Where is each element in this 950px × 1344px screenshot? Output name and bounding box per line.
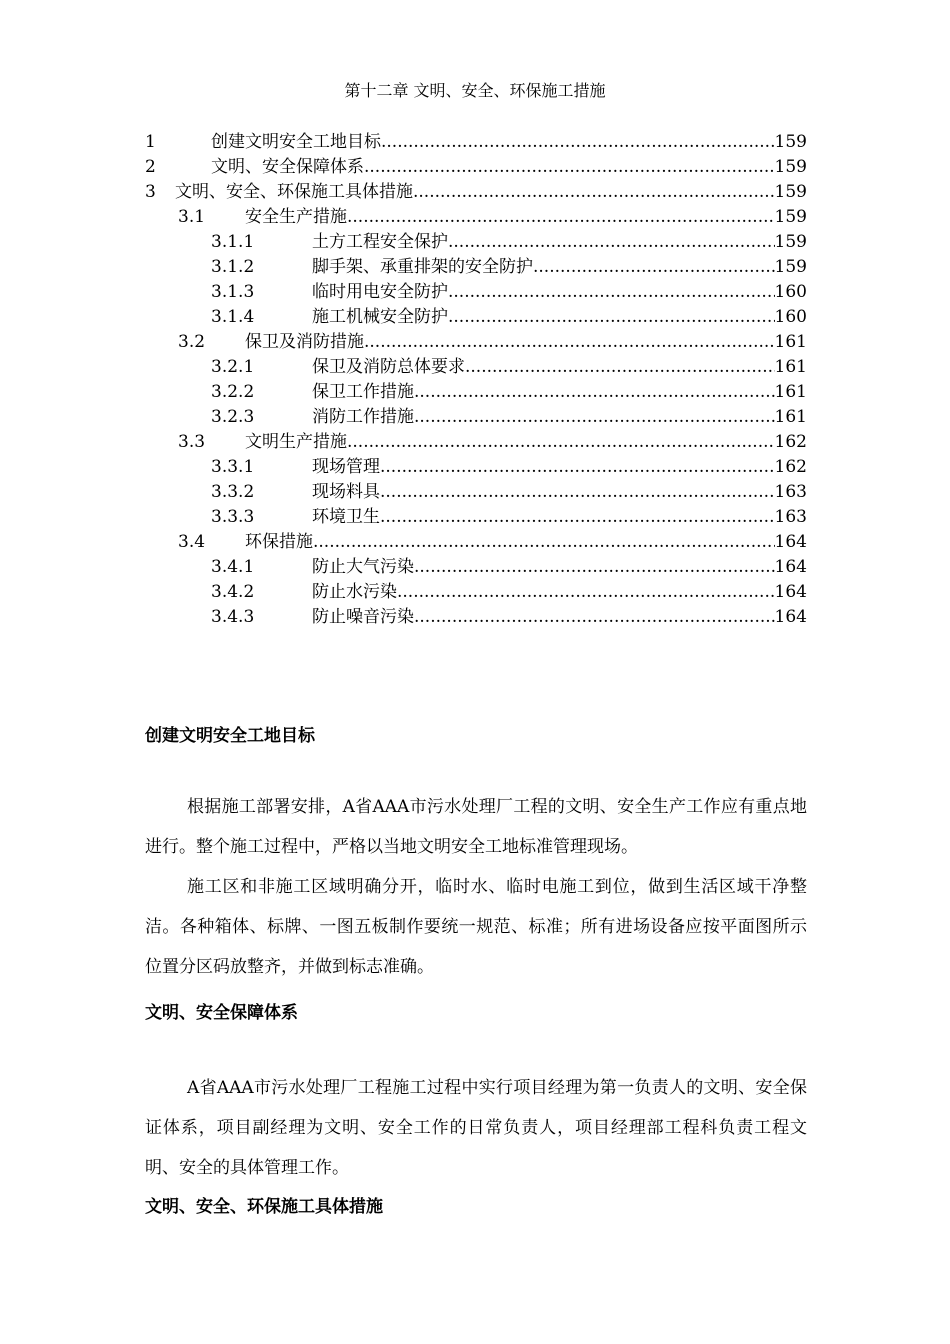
- toc-entry[interactable]: [145, 505, 807, 530]
- toc-entry[interactable]: [145, 205, 807, 230]
- toc-leader: [364, 330, 775, 355]
- toc-leader: [448, 280, 775, 305]
- toc-page: 159: [774, 157, 807, 177]
- toc-number: 3.1.2: [211, 257, 255, 277]
- toc-title: 防止水污染: [312, 582, 397, 602]
- toc-entry[interactable]: [145, 355, 807, 380]
- toc-title: 保卫及消防措施: [245, 332, 364, 352]
- toc-number: 3.4.2: [211, 582, 255, 602]
- toc-page: 159: [774, 207, 807, 227]
- toc-leader: [380, 480, 775, 505]
- toc-title: 文明生产措施: [245, 432, 347, 452]
- toc-leader: [381, 130, 775, 155]
- toc-page: 163: [774, 507, 807, 527]
- section-heading: 文明、安全、环保施工具体措施: [145, 1197, 383, 1217]
- toc-title: 消防工作措施: [312, 407, 414, 427]
- toc-entry[interactable]: [145, 155, 807, 180]
- toc-page: 162: [774, 457, 807, 477]
- toc-leader: [448, 305, 775, 330]
- toc-page: 162: [774, 432, 807, 452]
- toc-title: 临时用电安全防护: [312, 282, 448, 302]
- toc-page: 159: [774, 257, 807, 277]
- toc-title: 保卫及消防总体要求: [312, 357, 465, 377]
- toc-page: 159: [774, 232, 807, 252]
- body-paragraph: 施工区和非施工区域明确分开，临时水、临时电施工到位，做到生活区域干净整洁。各种箱体、标牌、一图五板制作要统一规范、标准；所有进场设备应按平面图所示位置分区码放整齐，并做到标志准确。: [145, 877, 807, 977]
- toc-leader: [397, 580, 775, 605]
- toc-page: 161: [774, 357, 807, 377]
- toc-page: 164: [774, 532, 807, 552]
- toc-leader: [414, 555, 775, 580]
- body-paragraph: A省AAA市污水处理厂工程施工过程中实行项目经理为第一负责人的文明、安全保证体系，项目副经理为文明、安全工作的日常负责人，项目经理部工程科负责工程文明、安全的具体管理工作。: [145, 1078, 807, 1178]
- toc-entry[interactable]: [145, 530, 807, 555]
- toc-page: 164: [774, 557, 807, 577]
- section-heading: 文明、安全保障体系: [145, 1003, 298, 1023]
- toc-number: 3.2: [178, 332, 206, 352]
- toc-number: 3.2.3: [211, 407, 255, 427]
- toc-title: 土方工程安全保护: [312, 232, 448, 252]
- toc-title: 安全生产措施: [245, 207, 347, 227]
- toc-leader: [414, 605, 775, 630]
- toc-number: 3: [145, 182, 156, 202]
- toc-leader: [380, 505, 775, 530]
- toc-entry[interactable]: [145, 580, 807, 605]
- section-goal: [145, 725, 807, 987]
- toc-number: 3.3: [178, 432, 206, 452]
- toc-page: 160: [774, 307, 807, 327]
- toc-entry[interactable]: [145, 455, 807, 480]
- toc-title: 环保措施: [245, 532, 313, 552]
- toc-entry[interactable]: [145, 480, 807, 505]
- toc-page: 159: [774, 132, 807, 152]
- toc-title: 施工机械安全防护: [312, 307, 448, 327]
- toc-leader: [313, 530, 775, 555]
- toc-number: 3.2.1: [211, 357, 255, 377]
- toc-leader: [347, 205, 775, 230]
- toc-number: 3.3.1: [211, 457, 255, 477]
- toc-page: 163: [774, 482, 807, 502]
- toc-entry[interactable]: [145, 230, 807, 255]
- toc-title: 保卫工作措施: [312, 382, 414, 402]
- toc-number: 3.1: [178, 207, 206, 227]
- toc-leader: [364, 155, 775, 180]
- toc-title: 脚手架、承重排架的安全防护: [312, 257, 533, 277]
- toc-title: 防止噪音污染: [312, 607, 414, 627]
- toc-entry[interactable]: [145, 430, 807, 455]
- body-paragraph: 根据施工部署安排，A省AAA市污水处理厂工程的文明、安全生产工作应有重点地进行。整个施工过程中，严格以当地文明安全工地标准管理现场。: [145, 797, 807, 857]
- toc-leader: [413, 180, 775, 205]
- toc-entry[interactable]: [145, 130, 807, 155]
- toc-title: 防止大气污染: [312, 557, 414, 577]
- toc-leader: [465, 355, 775, 380]
- toc-number: 3.4.1: [211, 557, 255, 577]
- toc-number: 3.2.2: [211, 382, 255, 402]
- toc-page: 161: [774, 332, 807, 352]
- toc-entry[interactable]: [145, 330, 807, 355]
- section-heading: 创建文明安全工地目标: [145, 726, 315, 746]
- toc-leader: [448, 230, 775, 255]
- toc-entry[interactable]: [145, 180, 807, 205]
- toc-page: 164: [774, 582, 807, 602]
- toc-page: 164: [774, 607, 807, 627]
- toc-number: 3.3.2: [211, 482, 255, 502]
- section-system: [145, 1002, 807, 1188]
- toc-number: 1: [145, 132, 156, 152]
- toc-entry[interactable]: [145, 305, 807, 330]
- toc-title: 文明、安全、环保施工具体措施: [175, 182, 413, 202]
- section-measures: [145, 1196, 807, 1218]
- toc-entry[interactable]: [145, 280, 807, 305]
- toc-title: 现场料具: [312, 482, 380, 502]
- toc-page: 161: [774, 382, 807, 402]
- toc-page: 160: [774, 282, 807, 302]
- toc-entry[interactable]: [145, 605, 807, 630]
- toc-title: 创建文明安全工地目标: [211, 132, 381, 152]
- toc-number: 3.1.3: [211, 282, 255, 302]
- toc-entry[interactable]: [145, 380, 807, 405]
- toc-leader: [533, 255, 775, 280]
- page-header: 第十二章 文明、安全、环保施工措施: [344, 81, 606, 100]
- toc-number: 3.1.4: [211, 307, 255, 327]
- toc-entry[interactable]: [145, 555, 807, 580]
- toc-leader: [414, 405, 775, 430]
- toc-leader: [414, 380, 775, 405]
- toc-leader: [380, 455, 775, 480]
- toc-title: 现场管理: [312, 457, 380, 477]
- toc-number: 2: [145, 157, 156, 177]
- toc-title: 环境卫生: [312, 507, 380, 527]
- toc-number: 3.3.3: [211, 507, 255, 527]
- toc-page: 161: [774, 407, 807, 427]
- toc-entry[interactable]: [145, 405, 807, 430]
- toc-number: 3.1.1: [211, 232, 255, 252]
- toc-number: 3.4: [178, 532, 206, 552]
- toc-title: 文明、安全保障体系: [211, 157, 364, 177]
- table-of-contents: [145, 130, 807, 630]
- toc-leader: [347, 430, 775, 455]
- toc-page: 159: [774, 182, 807, 202]
- toc-entry[interactable]: [145, 255, 807, 280]
- toc-number: 3.4.3: [211, 607, 255, 627]
